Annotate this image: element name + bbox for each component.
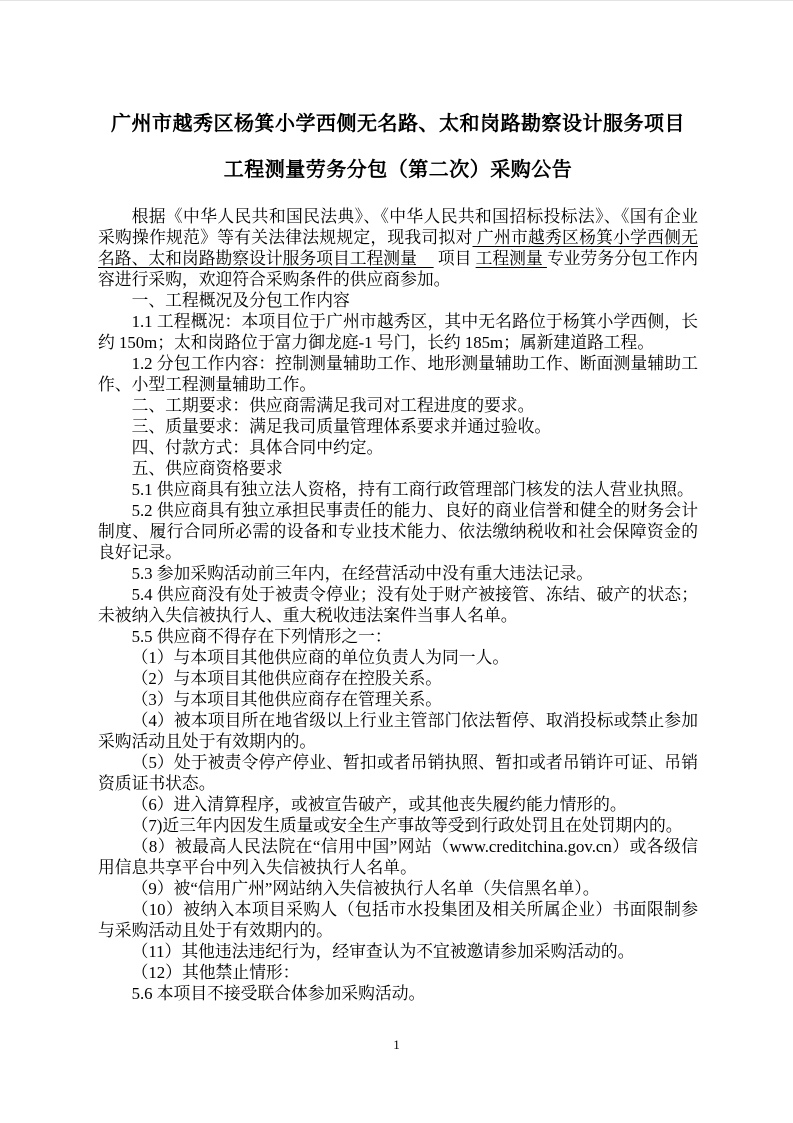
paragraph: [98, 836, 698, 878]
text-run: 二、工期要求：供应商需满足我司对工程进度的要求。: [131, 396, 535, 415]
text-run: 五、供应商资格要求: [131, 459, 283, 478]
paragraph: [98, 584, 698, 626]
text-run: （1）与本项目其他供应商的单位负责人为同一人。: [131, 648, 510, 667]
paragraph: [98, 899, 698, 941]
page-number: 1: [393, 1037, 400, 1052]
text-run: （8）被最高人民法院在“信用中国”网站（www.creditchina.gov.cn）或各级信用信息共享平台中列入失信被执行人名单。: [98, 837, 698, 877]
text-run: 5.1 供应商具有独立法人资格，持有工商行政管理部门核发的法人营业执照。: [131, 480, 694, 499]
paragraph: [98, 878, 698, 899]
document-content: [98, 101, 698, 1004]
paragraph: [98, 647, 698, 668]
paragraph: [98, 668, 698, 689]
paragraph: [98, 479, 698, 500]
text-run: （4）被本项目所在地省级以上行业主管部门依法暂停、取消投标或禁止参加采购活动且处于有效期内的。: [98, 711, 698, 751]
paragraph: [98, 395, 698, 416]
text-run: 5.3 参加采购活动前三年内，在经营活动中没有重大违法记录。: [131, 564, 594, 583]
paragraph: [98, 500, 698, 563]
text-run: （6）进入清算程序，或被宣告破产，或其他丧失履约能力情形的。: [131, 795, 627, 814]
text-run: 5.6 本项目不接受联合体参加采购活动。: [131, 984, 426, 1003]
paragraph: [98, 437, 698, 458]
paragraph: [98, 416, 698, 437]
text-run: （9）被“信用广州”网站纳入失信被执行人名单（失信黑名单）。: [131, 879, 600, 898]
paragraph: [98, 689, 698, 710]
text-run: 一、工程概况及分包工作内容: [131, 291, 350, 310]
text-run: 四、付款方式：具体合同中约定。: [131, 438, 384, 457]
paragraph: [98, 710, 698, 752]
paragraph: [98, 815, 698, 836]
document-title: [98, 101, 698, 193]
paragraph: [98, 941, 698, 962]
text-run: 5.2 供应商具有独立承担民事责任的能力、良好的商业信誉和健全的财务会计制度、履行合同所必需的设备和专业技术能力、依法缴纳税收和社会保障资金的良好记录。: [98, 501, 698, 562]
text-run: （3）与本项目其他供应商存在管理关系。: [131, 690, 443, 709]
underlined-text-run: 工程测量: [475, 249, 547, 268]
text-run: （2）与本项目其他供应商存在控股关系。: [131, 669, 443, 688]
text-run: 项目: [433, 249, 476, 268]
paragraph: [98, 626, 698, 647]
text-run: （5）处于被责令停产停业、暂扣或者吊销执照、暂扣或者吊销许可证、吊销资质证书状态。: [98, 753, 698, 793]
text-run: 5.5 供应商不得存在下列情形之一：: [131, 627, 392, 646]
text-run: （7)近三年内因发生质量或安全生产事故等受到行政处罚且在处罚期内的。: [131, 816, 683, 835]
paragraph: [98, 206, 698, 290]
paragraph: [98, 311, 698, 353]
text-run: 根据《中华人民共和国民法典》、《中华人民共和国招标投标法》、《国有企业采购操作规范》等有关法律法规规定，现我司拟对: [98, 207, 698, 247]
paragraph: [98, 353, 698, 395]
paragraph: [98, 563, 698, 584]
text-run: 专业劳务分包工作内容进行采购，欢迎符合采购条件的供应商参加。: [98, 249, 698, 289]
paragraph: [98, 458, 698, 479]
document-title-line-1: 广州市越秀区杨箕小学西侧无名路、太和岗路勘察设计服务项目: [111, 113, 685, 135]
underlined-text-run: 广州市越秀区杨箕小学西侧无名路、太和岗路勘察设计服务项目工程测量: [98, 228, 698, 268]
text-run: 1.1 工程概况：本项目位于广州市越秀区，其中无名路位于杨箕小学西侧，长约 150m；太和岗路位于富力御龙庭-1 号门，长约 185m；属新建道路工程。: [98, 312, 698, 352]
text-run: 三、质量要求：满足我司质量管理体系要求并通过验收。: [131, 417, 552, 436]
text-run: （12）其他禁止情形：: [131, 963, 300, 982]
text-run: 5.4 供应商没有处于被责令停业；没有处于财产被接管、冻结、破产的状态；未被纳入失信被执行人、重大税收违法案件当事人名单。: [98, 585, 698, 625]
paragraph: [98, 290, 698, 311]
text-run: 1.2 分包工作内容：控制测量辅助工作、地形测量辅助工作、断面测量辅助工作、小型工程测量辅助工作。: [98, 354, 698, 394]
text-run: （10）被纳入本项目采购人（包括市水投集团及相关所属企业）书面限制参与采购活动且处于有效期内的。: [98, 900, 698, 940]
text-run: （11）其他违法违纪行为，经审查认为不宜被邀请参加采购活动的。: [131, 942, 635, 961]
document-title-line-2: 工程测量劳务分包（第二次）采购公告: [223, 159, 573, 181]
paragraph: [98, 962, 698, 983]
document-body: [98, 206, 698, 1004]
paragraph: [98, 794, 698, 815]
paragraph: [98, 752, 698, 794]
paragraph: [98, 983, 698, 1004]
